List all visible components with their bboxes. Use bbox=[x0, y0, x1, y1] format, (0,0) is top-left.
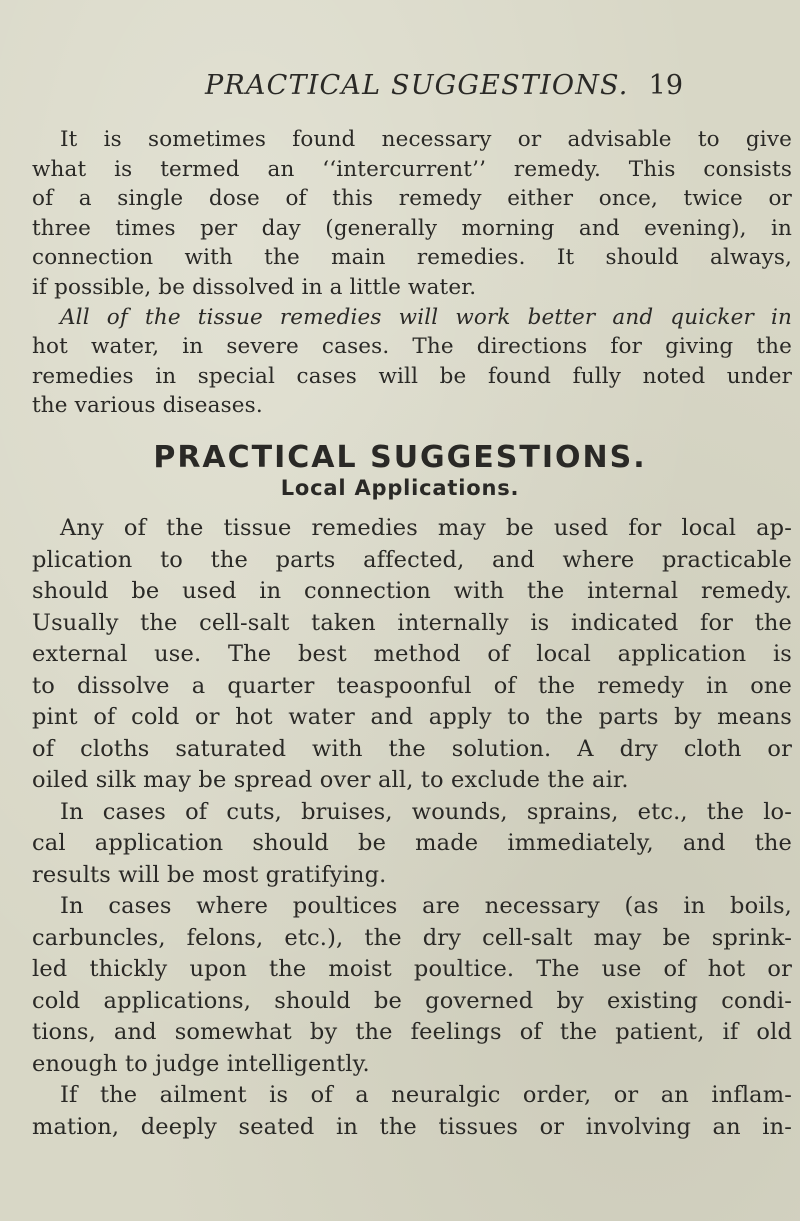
text-line: hot water, in severe cases. The directions for giving the bbox=[32, 334, 792, 360]
text-line: results will be most gratifying. bbox=[32, 861, 387, 888]
text-line: the various diseases. bbox=[32, 393, 263, 419]
text-line: mation, deeply seated in the tissues or involving an in- bbox=[32, 1113, 792, 1140]
text-line: if possible, be dissolved in a little water. bbox=[32, 274, 477, 300]
text-line: carbuncles, felons, etc.), the dry cell-salt may be sprink- bbox=[32, 924, 792, 951]
text-line: tions, and somewhat by the feelings of the patient, if old bbox=[32, 1019, 792, 1045]
text-line: In cases where poultices are necessary (as in boils, bbox=[60, 893, 792, 919]
text-line: to dissolve a quarter teaspoonful of the remedy in one bbox=[32, 672, 792, 699]
text-line: Any of the tissue remedies may be used for local ap- bbox=[60, 515, 792, 541]
text-line: external use. The best method of local application is bbox=[32, 641, 792, 667]
local-applications-paragraphs bbox=[32, 513, 792, 1143]
text-line: three times per day (generally morning and evening), in bbox=[32, 215, 792, 241]
text-line: enough to judge intelligently. bbox=[32, 1050, 370, 1077]
text-line-italic: All of the tissue remedies will work better and quicker in bbox=[60, 304, 792, 330]
text-line: of cloths saturated with the solution. A dry cloth or bbox=[32, 735, 792, 762]
section-heading: PRACTICAL SUGGESTIONS. bbox=[153, 440, 647, 475]
text-line: plication to the parts affected, and where practicable bbox=[32, 546, 792, 573]
text-line: what is termed an ‘‘intercurrent’’ remedy. This consists bbox=[32, 156, 792, 182]
text-line: oiled silk may be spread over all, to exclude the air. bbox=[32, 767, 629, 793]
text-line: of a single dose of this remedy either once, twice or bbox=[32, 186, 792, 212]
text-line: should be used in connection with the internal remedy. bbox=[32, 578, 792, 604]
text-line: If the ailment is of a neuralgic order, or an inflam- bbox=[60, 1082, 792, 1108]
text-line: pint of cold or hot water and apply to the parts by means bbox=[32, 704, 792, 730]
page-number: 19 bbox=[648, 70, 683, 101]
text-line: Usually the cell-salt taken internally is indicated for the bbox=[32, 609, 792, 636]
page-header bbox=[205, 70, 683, 106]
running-title: PRACTICAL SUGGESTIONS. bbox=[205, 70, 629, 101]
intro-paragraphs bbox=[32, 125, 792, 421]
text-line: remedies in special cases will be found fully noted under bbox=[32, 363, 792, 389]
section-subheading: Local Applications. bbox=[280, 476, 520, 500]
text-line: cal application should be made immediately, and the bbox=[32, 830, 792, 856]
text-line: cold applications, should be governed by existing condi- bbox=[32, 987, 792, 1014]
text-line: In cases of cuts, bruises, wounds, sprains, etc., the lo- bbox=[60, 798, 792, 825]
text-line: It is sometimes found necessary or advisable to give bbox=[60, 127, 792, 152]
text-line: led thickly upon the moist poultice. The use of hot or bbox=[32, 956, 792, 982]
text-line: connection with the main remedies. It should always, bbox=[32, 245, 792, 271]
